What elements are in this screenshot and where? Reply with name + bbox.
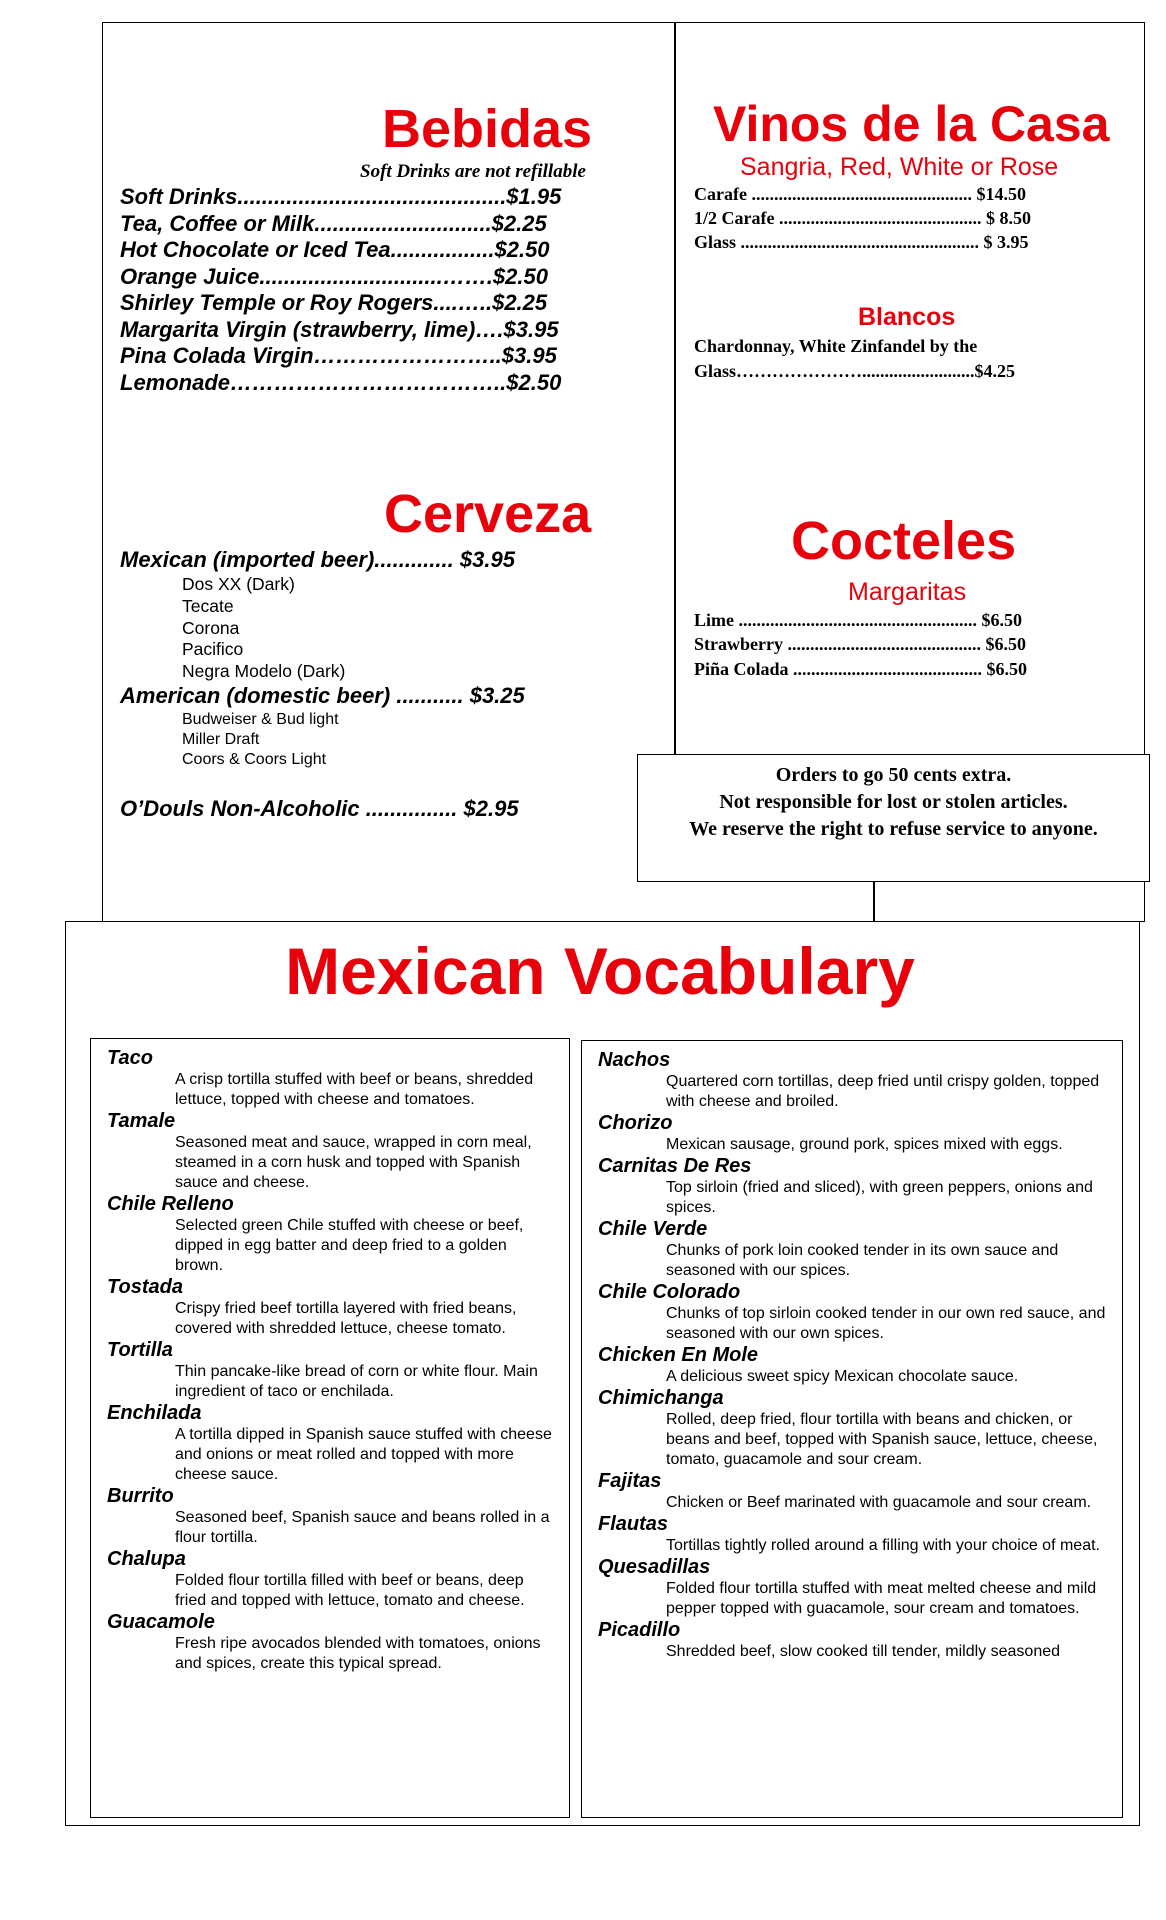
american-beer-name: American (domestic beer) — [120, 683, 391, 708]
vocab-entry — [582, 1387, 1122, 1470]
vocab-entry — [91, 1485, 569, 1548]
item-price: $ 3.95 — [983, 232, 1029, 252]
item-price: $6.50 — [985, 634, 1026, 654]
item-name: Strawberry — [694, 634, 783, 654]
mexican-beer-dots: ............. — [374, 547, 454, 572]
vocab-entry — [582, 1281, 1122, 1344]
vocab-entry — [582, 1344, 1122, 1387]
vocab-term: Tortilla — [107, 1339, 173, 1361]
notice-connector — [873, 882, 875, 922]
beer-brand: Negra Modelo (Dark) — [182, 661, 346, 681]
notice-line-2: Not responsible for lost or stolen articles. — [719, 791, 1068, 813]
vocab-term: Chorizo — [598, 1112, 673, 1134]
vocab-term: Quesadillas — [598, 1556, 711, 1578]
vocab-term: Tamale — [107, 1110, 176, 1132]
vocab-entry — [582, 1513, 1122, 1556]
vocab-description: Folded flour tortilla stuffed with meat melted cheese and mild pepper topped with guacamole, sour cream and tomatoes. — [666, 1580, 1097, 1617]
vocab-entry — [91, 1110, 569, 1193]
vocab-description: A crisp tortilla stuffed with beef or beans, shredded lettuce, topped with cheese and tomatoes. — [175, 1071, 534, 1108]
vocab-term: Fajitas — [598, 1470, 662, 1492]
vocab-description: Seasoned meat and sauce, wrapped in corn meal, steamed in a corn husk and topped with Spanish sauce and cheese. — [175, 1134, 532, 1191]
drink-dots: …. — [475, 317, 504, 342]
vocab-entry — [582, 1112, 1122, 1155]
item-name: Carafe — [694, 184, 747, 204]
vocab-entry — [582, 1218, 1122, 1281]
drink-price: $2.50 — [506, 370, 562, 395]
drink-dots: ……………………………….. — [230, 370, 507, 395]
vocab-term: Nachos — [598, 1049, 671, 1071]
beer-brand: Dos XX (Dark) — [182, 574, 295, 594]
vocabulary-right-column — [581, 1040, 1123, 1818]
bebidas-row — [120, 370, 561, 396]
vocab-term: Chicken En Mole — [598, 1344, 759, 1366]
vocab-description: Folded flour tortilla filled with beef or beans, deep fried and topped with lettuce, tomato and cheese. — [175, 1572, 525, 1609]
vocab-description: Rolled, deep fried, flour tortilla with beans and chicken, or beans and beef, topped with Spanish sauce, lettuce, cheese, tomato, guacamole and sour cream. — [666, 1411, 1098, 1468]
vocab-entry — [582, 1049, 1122, 1112]
item-name: Piña Colada — [694, 659, 789, 679]
vocab-term: Chalupa — [107, 1548, 186, 1570]
cocteles-subtitle: Margaritas — [848, 578, 967, 606]
cocktail-row — [694, 659, 1027, 680]
item-dots: .......................................... — [793, 659, 983, 679]
drink-price: $3.95 — [501, 343, 557, 368]
vocab-term: Guacamole — [107, 1611, 215, 1633]
odouls-dots: ............... — [365, 796, 458, 821]
drink-price: ..$2.50 — [482, 237, 550, 262]
cerveza-title: Cerveza — [384, 484, 592, 544]
vocab-entry — [582, 1155, 1122, 1218]
vocab-term: Tostada — [107, 1276, 183, 1298]
american-beer-dots: ........... — [396, 683, 464, 708]
vocabulary-left-column — [90, 1038, 570, 1818]
vocabulary-title: Mexican Vocabulary — [285, 934, 915, 1008]
drink-name: Pina Colada Virgin — [120, 343, 314, 368]
vocab-description: Top sirloin (fried and sliced), with green peppers, onions and spices. — [666, 1179, 1093, 1216]
blancos-line-2: Glass………………….........................$4.25 — [694, 361, 1016, 381]
item-dots: ..................................................... — [738, 610, 977, 630]
notice-line-3: We reserve the right to refuse service to anyone. — [689, 818, 1098, 840]
vocab-entry — [582, 1556, 1122, 1619]
item-dots: ..................................................... — [740, 232, 980, 252]
notice-box — [637, 754, 1150, 882]
beer-brand: Coors & Coors Light — [182, 751, 327, 768]
notice-line-1: Orders to go 50 cents extra. — [775, 764, 1012, 786]
drink-price: $3.95 — [503, 317, 559, 342]
vocab-entry — [582, 1619, 1122, 1662]
vocab-description: Thin pancake-like bread of corn or white flour. Main ingredient of taco or enchilada. — [175, 1363, 538, 1400]
vocab-description: Selected green Chile stuffed with cheese or beef, dipped in egg batter and deep fried to a golden brown. — [175, 1217, 524, 1274]
vocab-description: A tortilla dipped in Spanish sauce stuffed with cheese and onions or meat rolled and topped with more cheese sauce. — [175, 1426, 552, 1483]
drink-dots: .......................................... — [237, 184, 495, 209]
item-price: $6.50 — [981, 610, 1022, 630]
drink-dots: ............... — [390, 237, 483, 262]
bebidas-note: Soft Drinks are not refillable — [360, 161, 586, 182]
column-divider — [674, 22, 676, 760]
vocab-description: Chunks of pork loin cooked tender in its own sauce and seasoned with our spices. — [666, 1242, 1059, 1279]
vocab-term: Carnitas De Res — [598, 1155, 752, 1177]
drink-dots: ........................... — [314, 211, 480, 236]
vocab-entry — [91, 1611, 569, 1674]
drink-price: ..$1.95 — [494, 184, 562, 209]
beer-brand: Miller Draft — [182, 731, 260, 748]
vocab-entry — [91, 1339, 569, 1402]
wine-row — [694, 208, 1031, 229]
vocab-term: Burrito — [107, 1485, 174, 1507]
vocab-term: Flautas — [598, 1513, 669, 1535]
vocab-description: Fresh ripe avocados blended with tomatoes, onions and spices, create this typical spread. — [175, 1635, 541, 1672]
mexican-beer-name: Mexican (imported beer) — [120, 547, 375, 572]
vocab-term: Enchilada — [107, 1402, 202, 1424]
vocab-description: Shredded beef, slow cooked till tender, mildly seasoned — [666, 1643, 1061, 1660]
vocab-term: Chimichanga — [598, 1387, 724, 1409]
item-dots: ........................................... — [787, 634, 981, 654]
drink-dots: ..............................……. — [259, 264, 493, 289]
bebidas-row — [120, 264, 548, 290]
item-name: Lime — [694, 610, 734, 630]
vocab-entry — [91, 1193, 569, 1276]
drink-name: Margarita Virgin (strawberry, lime) — [120, 317, 476, 342]
vocab-entry — [91, 1047, 569, 1110]
vocab-entry — [91, 1276, 569, 1339]
american-beer-price: $3.25 — [469, 683, 525, 708]
bebidas-row — [120, 290, 547, 316]
item-price: $14.50 — [976, 184, 1026, 204]
vocab-description: Seasoned beef, Spanish sauce and beans rolled in a flour tortilla. — [175, 1509, 550, 1546]
bebidas-row — [120, 343, 557, 369]
odouls-name: O’Douls Non-Alcoholic — [120, 796, 360, 821]
vocab-description: A delicious sweet spicy Mexican chocolate sauce. — [666, 1368, 1019, 1385]
drink-price: ..$2.25 — [479, 211, 547, 236]
vocab-entry — [582, 1470, 1122, 1513]
vocab-description: Tortillas tightly rolled around a filling with your choice of meat. — [666, 1537, 1100, 1554]
drink-name: Hot Chocolate or Iced Tea — [120, 237, 391, 262]
item-price: $ 8.50 — [985, 208, 1031, 228]
bebidas-row — [120, 237, 550, 263]
blancos-title: Blancos — [858, 303, 956, 331]
vinos-subtitle: Sangria, Red, White or Rose — [740, 153, 1059, 181]
cocktail-row — [694, 610, 1022, 631]
drink-price: $2.50 — [492, 264, 548, 289]
odouls-price: $2.95 — [463, 796, 519, 821]
item-dots: ............................................. — [778, 208, 982, 228]
drink-price: $2.25 — [492, 290, 548, 315]
drink-name: Soft Drinks — [120, 184, 238, 209]
bebidas-row — [120, 184, 561, 210]
bebidas-row — [120, 317, 559, 343]
cocteles-title: Cocteles — [791, 511, 1017, 571]
vocab-description: Quartered corn tortillas, deep fried until crispy golden, topped with cheese and broiled. — [666, 1073, 1100, 1110]
item-dots: ................................................. — [751, 184, 972, 204]
vocab-description: Chunks of top sirloin cooked tender in our own red sauce, and seasoned with our own spices. — [666, 1305, 1106, 1342]
american-beer-row — [120, 683, 525, 709]
vocab-entry — [91, 1402, 569, 1485]
vocab-entry — [91, 1548, 569, 1611]
item-name: Glass — [694, 232, 737, 252]
vocab-description: Mexican sausage, ground pork, spices mixed with eggs. — [666, 1136, 1063, 1153]
item-price: $6.50 — [986, 659, 1028, 679]
drink-name: Tea, Coffee or Milk — [120, 211, 315, 236]
wine-row — [694, 184, 1026, 205]
vocab-term: Picadillo — [598, 1619, 681, 1641]
wine-row — [694, 232, 1029, 253]
blancos-line-1: Chardonnay, White Zinfandel by the — [694, 336, 978, 356]
mexican-beer-price: $3.95 — [459, 547, 515, 572]
vocab-description: Chicken or Beef marinated with guacamole and sour cream. — [666, 1494, 1092, 1511]
vocab-description: Crispy fried beef tortilla layered with fried beans, covered with shredded lettuce, cheese tomato. — [175, 1300, 517, 1337]
drink-dots: ....….. — [433, 290, 493, 315]
bebidas-row — [120, 211, 547, 237]
beer-brand: Pacifico — [182, 639, 244, 659]
beer-brand: Tecate — [182, 596, 234, 616]
beer-brand: Budweiser & Bud light — [182, 711, 339, 728]
cocktail-row — [694, 634, 1026, 655]
vocab-term: Chile Verde — [598, 1218, 708, 1240]
drink-name: Shirley Temple or Roy Rogers — [120, 290, 434, 315]
vinos-title: Vinos de la Casa — [713, 96, 1110, 152]
odouls-row — [120, 796, 519, 822]
drink-name: Orange Juice — [120, 264, 260, 289]
bebidas-title: Bebidas — [382, 99, 593, 159]
mexican-beer-row — [120, 547, 515, 573]
item-name: 1/2 Carafe — [694, 208, 775, 228]
drink-name: Lemonade — [120, 370, 231, 395]
beer-brand: Corona — [182, 618, 240, 638]
vocab-term: Taco — [107, 1047, 153, 1069]
vocab-term: Chile Colorado — [598, 1281, 741, 1303]
vocab-term: Chile Relleno — [107, 1193, 234, 1215]
drink-dots: …………………….. — [313, 343, 502, 368]
